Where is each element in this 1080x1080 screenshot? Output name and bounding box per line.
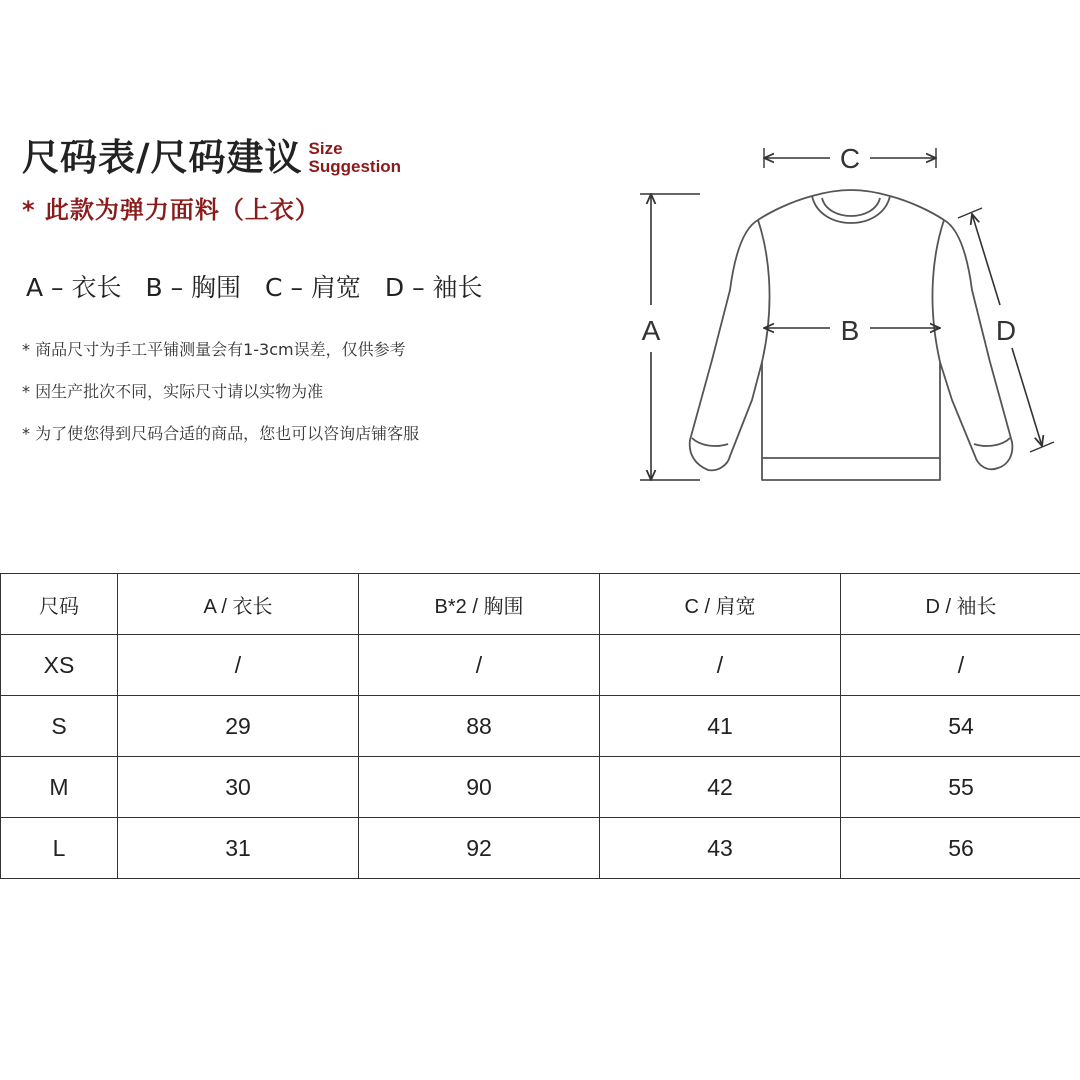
- table-row: [1, 696, 1080, 757]
- title-english-line2: Suggestion: [308, 157, 402, 176]
- cell-c: 41: [600, 696, 841, 757]
- header-size: 尺码: [1, 574, 118, 635]
- cell-b: 90: [359, 757, 600, 818]
- cell-size: L: [1, 818, 118, 879]
- cell-d: 55: [841, 757, 1080, 818]
- cell-d: /: [841, 635, 1080, 696]
- title-row: [22, 136, 401, 180]
- size-table: [0, 573, 1080, 879]
- note-item: * 为了使您得到尺码合适的商品，您也可以咨询店铺客服: [22, 424, 420, 443]
- label-b: B: [840, 315, 860, 346]
- legend-item-d: D – 袖长: [384, 273, 483, 302]
- fabric-note: * 此款为弹力面料（上衣）: [22, 196, 320, 224]
- label-c: C: [839, 143, 861, 174]
- page-title: 尺码表/尺码建议: [22, 136, 303, 179]
- table-row: [1, 635, 1080, 696]
- table-header-row: [1, 574, 1080, 635]
- cell-size: XS: [1, 635, 118, 696]
- cell-c: /: [600, 635, 841, 696]
- cell-b: 88: [359, 696, 600, 757]
- cell-d: 56: [841, 818, 1080, 879]
- table-row: [1, 757, 1080, 818]
- cell-a: 29: [118, 696, 359, 757]
- cell-a: 31: [118, 818, 359, 879]
- header-c-shoulder: C / 肩宽: [600, 574, 841, 635]
- note-item: * 因生产批次不同，实际尺寸请以实物为准: [22, 382, 324, 401]
- arrow-d: [1012, 348, 1042, 446]
- header-d-sleeve: D / 袖长: [841, 574, 1080, 635]
- cell-c: 42: [600, 757, 841, 818]
- header-b-chest: B*2 / 胸围: [359, 574, 600, 635]
- cell-b: /: [359, 635, 600, 696]
- note-item: * 商品尺寸为手工平铺测量会有1-3cm误差，仅供参考: [22, 340, 406, 359]
- label-a: A: [641, 315, 661, 346]
- legend-item-b: B – 胸围: [145, 273, 242, 302]
- cell-c: 43: [600, 818, 841, 879]
- cell-d: 54: [841, 696, 1080, 757]
- measurement-legend: [26, 268, 507, 304]
- sweater-diagram: [620, 130, 1060, 500]
- legend-item-c: C – 肩宽: [265, 273, 361, 302]
- cell-a: 30: [118, 757, 359, 818]
- legend-item-a: A – 衣长: [26, 273, 122, 302]
- label-d: D: [995, 315, 1017, 346]
- cell-b: 92: [359, 818, 600, 879]
- table-row: [1, 818, 1080, 879]
- cell-a: /: [118, 635, 359, 696]
- notes-list: [22, 338, 419, 464]
- cell-size: M: [1, 757, 118, 818]
- arrow-d: [972, 214, 1000, 305]
- title-english: [309, 140, 402, 176]
- title-english-line1: Size: [308, 139, 343, 158]
- header-a-length: A / 衣长: [118, 574, 359, 635]
- cell-size: S: [1, 696, 118, 757]
